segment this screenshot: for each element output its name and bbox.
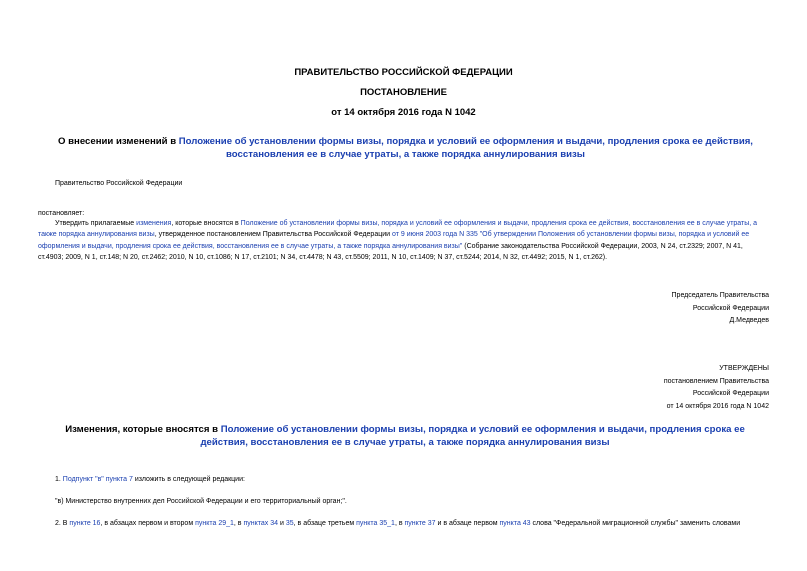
resolves-text: постановляет: (38, 210, 85, 217)
regulation-link[interactable]: Положение об установлении формы визы, порядка и условий ее оформления и выдачи, продления срока ее действия, восстановления ее в случае утраты, а также порядка аннулирования визы (178, 136, 753, 160)
intro-text: Правительство Российской Федерации (55, 180, 183, 187)
point-29-1-link[interactable]: пункта 29_1 (195, 520, 234, 527)
item-1-text: изложить в следующей редакции: (132, 476, 245, 483)
point-43-link[interactable]: пункта 43 (499, 520, 531, 527)
changes-title (60, 424, 750, 449)
changes-title-prefix: Изменения, которые вносятся в (65, 424, 221, 435)
item-2-text-8: слова "Федеральной миграционной службы" заменить словами (530, 520, 741, 527)
item-2-text-3: , в (233, 520, 244, 527)
signature-line: Российской Федерации (692, 304, 769, 312)
item-2-text-2: , в абзацах первом и втором (100, 520, 196, 527)
decree-335-link[interactable]: от 9 июня 2003 года N 335 "Об утверждении Положения об установлении формы визы, порядка и условий ее оформления и выдачи, продления срока ее действия, восстановления ее в случае утраты, а также порядка аннулирования визы" (38, 231, 750, 250)
regulation-link-body[interactable]: Положение об установлении формы визы, порядка и условий ее оформления и выдачи, продления срока ее действия, восстановления ее в случае утраты, а также порядка аннулирования визы (38, 220, 758, 239)
point-34-link[interactable]: пунктах 34 (243, 520, 279, 527)
date-number: от 14 октября 2016 года N 1042 (331, 107, 476, 118)
body-text-3: , утвержденное постановлением Правительства Российской Федерации (154, 231, 392, 239)
approval-line: Российской Федерации (692, 390, 769, 397)
changes-link[interactable]: изменения (136, 220, 172, 227)
point-16-link[interactable]: пункте 16 (69, 520, 101, 527)
item-2-text-1: 2. В (55, 520, 70, 527)
doc-type-heading: ПОСТАНОВЛЕНИЕ (360, 87, 447, 98)
item-2-text-6: , в (394, 520, 405, 527)
body-text-4: (Собрание законодательства Российской Федерации, 2003, N 24, ст.2329; 2007, N 41, ст.4903; 2009, N 1, ст.148; N 20, ст.2462; 2010, N 10, ст.1086; N 17, ст.2101; N 34, ст.4478; N 43, ст.5509; 2011, N 10, ст.1409; N 37, ст.5244; 2014, N 32, ст.4492; 2015, N 1, ст.262). (38, 242, 743, 261)
body-text-1: Утвердить прилагаемые (55, 220, 137, 227)
item-2 (55, 518, 740, 529)
item-1-number: 1. (55, 476, 63, 483)
signature-block (672, 290, 769, 328)
item-2-text-5: , в абзаце третьем (293, 520, 357, 527)
approval-block (664, 363, 769, 413)
item-2-text-7: и в абзаце первом (435, 520, 500, 527)
signature-line: Председатель Правительства (671, 292, 769, 299)
government-heading: ПРАВИТЕЛЬСТВО РОССИЙСКОЙ ФЕДЕРАЦИИ (294, 67, 513, 78)
point-35-1-link[interactable]: пункта 35_1 (356, 520, 395, 527)
changes-title-link[interactable]: Положение об установлении формы визы, порядка и условий ее оформления и выдачи, продления срока ее действия, восстановления ее в случае утраты, а также порядка аннулирования визы (200, 424, 745, 448)
body-paragraph (38, 218, 770, 263)
item-1 (55, 474, 245, 485)
body-text-2: , которые вносятся в (171, 220, 241, 227)
item-1-quote: "в) Министерство внутренних дел Российской Федерации и его территориальный орган;". (55, 498, 347, 505)
point-35-link[interactable]: 35 (285, 520, 294, 527)
title-prefix: О внесении изменений в (58, 136, 179, 147)
approval-line: от 14 октября 2016 года N 1042 (666, 402, 769, 410)
subpoint-7v-link[interactable]: Подпункт "в" пункта 7 (62, 476, 133, 483)
signature-line: Д.Медведев (729, 317, 769, 324)
document-title (38, 136, 773, 161)
point-37-link[interactable]: пункте 37 (404, 520, 436, 527)
item-2-text-4: и (278, 520, 286, 527)
approval-line: постановлением Правительства (663, 377, 769, 385)
approval-line: УТВЕРЖДЕНЫ (719, 365, 769, 372)
